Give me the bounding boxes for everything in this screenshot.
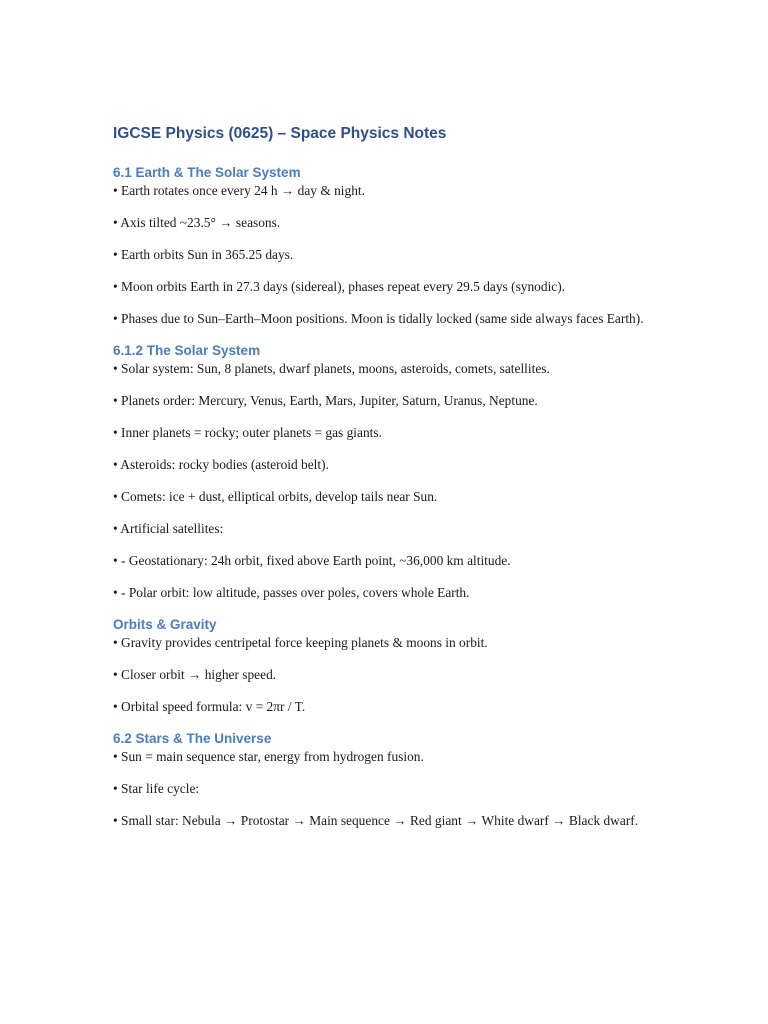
section-heading: 6.2 Stars & The Universe bbox=[113, 731, 272, 746]
bullet-paragraph: • Small star: Nebula → Protostar → Main sequence → Red giant → White dwarf → Black dwarf. bbox=[113, 813, 639, 828]
bullet-paragraph: • Orbital speed formula: v = 2πr / T. bbox=[113, 699, 306, 714]
section-heading: 6.1.2 The Solar System bbox=[113, 343, 261, 358]
bullet-paragraph: • Comets: ice + dust, elliptical orbits, develop tails near Sun. bbox=[113, 489, 438, 504]
document-page bbox=[113, 124, 658, 836]
bullet-paragraph: • Axis tilted ~23.5° → seasons. bbox=[113, 215, 281, 230]
bullet-paragraph: • Earth rotates once every 24 h → day & night. bbox=[113, 183, 365, 198]
section-orbits-gravity bbox=[113, 616, 658, 716]
bullet-paragraph: • Sun = main sequence star, energy from hydrogen fusion. bbox=[113, 749, 424, 764]
bullet-paragraph: • - Geostationary: 24h orbit, fixed above Earth point, ~36,000 km altitude. bbox=[113, 553, 511, 568]
bullet-paragraph: • Closer orbit → higher speed. bbox=[113, 667, 277, 682]
bullet-paragraph: • Artificial satellites: bbox=[113, 521, 224, 536]
bullet-paragraph: • Inner planets = rocky; outer planets = gas giants. bbox=[113, 425, 382, 440]
section-stars-universe bbox=[113, 730, 658, 830]
bullet-paragraph: • Phases due to Sun–Earth–Moon positions. Moon is tidally locked (same side always faces Earth). bbox=[113, 311, 644, 326]
bullet-paragraph: • Solar system: Sun, 8 planets, dwarf planets, moons, asteroids, comets, satellites. bbox=[113, 361, 550, 376]
bullet-paragraph: • Star life cycle: bbox=[113, 781, 200, 796]
bullet-paragraph: • Planets order: Mercury, Venus, Earth, Mars, Jupiter, Saturn, Uranus, Neptune. bbox=[113, 393, 538, 408]
bullet-paragraph: • Gravity provides centripetal force keeping planets & moons in orbit. bbox=[113, 635, 488, 650]
bullet-paragraph: • Moon orbits Earth in 27.3 days (sidereal), phases repeat every 29.5 days (synodic). bbox=[113, 279, 566, 294]
bullet-paragraph: • Asteroids: rocky bodies (asteroid belt). bbox=[113, 457, 329, 472]
section-earth-solar-system bbox=[113, 164, 658, 328]
section-heading: Orbits & Gravity bbox=[113, 617, 217, 632]
section-solar-system bbox=[113, 342, 658, 602]
document-title: IGCSE Physics (0625) – Space Physics Notes bbox=[113, 125, 447, 142]
bullet-paragraph: • Earth orbits Sun in 365.25 days. bbox=[113, 247, 294, 262]
bullet-paragraph: • - Polar orbit: low altitude, passes over poles, covers whole Earth. bbox=[113, 585, 470, 600]
section-heading: 6.1 Earth & The Solar System bbox=[113, 165, 301, 180]
